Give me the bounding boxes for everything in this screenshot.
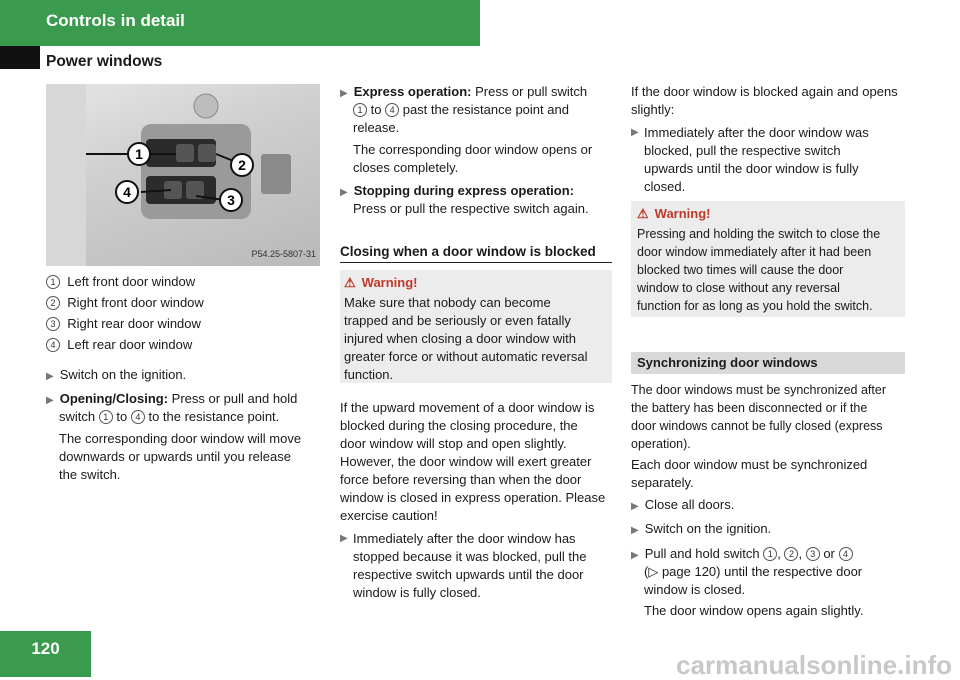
step-express-line2: 1 to 4 past the resistance point and	[353, 101, 569, 119]
page-number-box	[0, 631, 91, 677]
legend-item-2: 2 Right front door window	[46, 294, 204, 312]
step-stopping: ▶ Stopping during express operation:	[340, 183, 574, 198]
page-number: 120	[31, 639, 60, 658]
bullet-arrow-icon: ▶	[631, 127, 639, 138]
legend-item-4: 4 Left rear door window	[46, 336, 192, 354]
sync-each-paragraph: Each door window must be synchronized separately.	[631, 457, 868, 490]
step-ignition: ▶ Switch on the ignition.	[46, 367, 187, 382]
closing-blocked-heading: Closing when a door window is blocked	[340, 244, 596, 259]
step-opening-closing: ▶ Opening/Closing: Press or pull and hold	[46, 391, 298, 406]
step-express-line3: release.	[353, 120, 400, 135]
step-opening-line2: switch 1 to 4 to the resistance point.	[59, 409, 280, 424]
heading-underline	[340, 262, 612, 263]
warning-triangle-icon: ⚠	[637, 206, 649, 221]
bullet-arrow-icon: ▶	[340, 533, 348, 544]
callout-1: 1	[135, 146, 143, 162]
bullet-arrow-icon: ▶	[631, 525, 639, 536]
stopping-text: Press or pull the respective switch again.	[353, 201, 589, 216]
opening-result: The corresponding door window will move downwards or upwards until you release the switch.	[59, 431, 302, 482]
bullet-arrow-icon: ▶	[46, 395, 54, 406]
section-title: Power windows	[46, 53, 163, 70]
bullet-arrow-icon: ▶	[631, 501, 639, 512]
photo-code: P54.25-5807-31	[251, 249, 316, 259]
section-tab	[0, 46, 40, 69]
express-result: The corresponding door window opens or closes completely.	[353, 142, 593, 175]
warning-box-2: ⚠ Warning! Pressing and holding the switch to close the door window immediately after it had been blocked two times will cause the door window to close without any reversal function for as long as you hold the switch.	[631, 201, 905, 317]
chapter-title: Controls in detail	[46, 11, 185, 30]
bullet-arrow-icon: ▶	[46, 371, 54, 382]
blocked-again-paragraph: If the door window is blocked again and opens slightly:	[631, 84, 898, 117]
step-ignition-2: ▶ Switch on the ignition.	[631, 521, 772, 536]
callout-3: 3	[227, 192, 235, 208]
sync-paragraph: The door windows must be synchronized after the battery has been disconnected or if the door windows cannot be fully closed (express operation).	[631, 383, 886, 451]
warning-box-1: ⚠ Warning! Make sure that nobody can become trapped and be seriously or even fatally injured when closing a door window with greater force or without automatic reversal function.	[340, 270, 612, 383]
warning-triangle-icon: ⚠	[344, 275, 356, 290]
step-express: ▶ Express operation: Press or pull switch	[340, 84, 588, 99]
blocked-step: ▶ Immediately after the door window has stopped because it was blocked, pull the respective switch upwards until the door window is fully closed.	[340, 531, 587, 600]
sync-heading: Synchronizing door windows	[637, 355, 818, 370]
callout-4: 4	[123, 184, 131, 200]
step-pull-line2: (▷ page 120) until the respective door	[644, 564, 863, 579]
step-close-doors: ▶ Close all doors.	[631, 497, 735, 512]
step-pull-result: The door window opens again slightly.	[644, 603, 864, 618]
step-pull-line3: window is closed.	[644, 582, 746, 597]
step-pull-hold: ▶ Pull and hold switch 1 , 2 , 3 or 4	[631, 545, 853, 565]
legend-item-1: 1 Left front door window	[46, 273, 195, 291]
blocked-paragraph: If the upward movement of a door window is blocked during the closing procedure, the door window will stop and open slightly. However, the door window will exert greater force before reversing than when the door window is closed in express operation. Please exercise caution!	[340, 400, 606, 523]
watermark: carmanualsonline.info	[676, 650, 952, 680]
sync-heading-bar	[631, 352, 905, 374]
bullet-arrow-icon: ▶	[340, 187, 348, 198]
bullet-arrow-icon: ▶	[631, 550, 639, 561]
switch-panel-illustration	[46, 84, 320, 266]
bullet-arrow-icon: ▶	[340, 88, 348, 99]
callout-2: 2	[238, 157, 246, 173]
blocked-again-step: ▶ Immediately after the door window was blocked, pull the respective switch upwards until the door window is fully closed.	[631, 125, 869, 194]
legend-item-3: 3 Right rear door window	[46, 315, 201, 333]
window-switch-photo	[46, 84, 320, 266]
